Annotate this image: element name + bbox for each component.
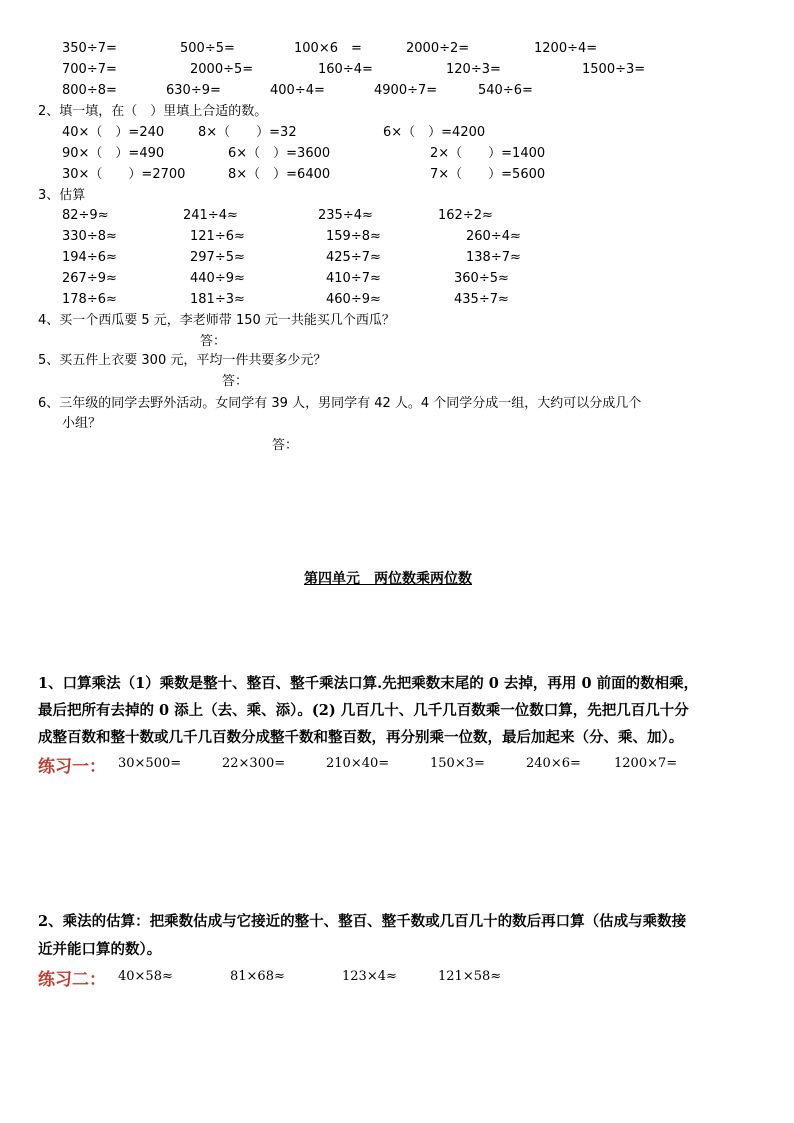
exercise-1-item: 22×300= — [222, 756, 286, 771]
q6-answer: 答： — [272, 438, 299, 453]
exercise-1-item: 1200×7= — [614, 756, 678, 771]
q6-text-line2: 小组？ — [62, 416, 102, 431]
s1-item: 540÷6= — [478, 83, 533, 98]
s2-item: 8×（ ）=32 — [198, 125, 297, 140]
s1-item: 800÷8= — [62, 83, 117, 98]
s1-item: 1500÷3= — [582, 62, 646, 77]
s3-item: 235÷4≈ — [318, 208, 373, 223]
s3-heading: 3、估算 — [38, 188, 86, 203]
s2-item: 90×（ ）=490 — [62, 146, 165, 161]
s3-item: 297÷5≈ — [190, 250, 245, 265]
s1-item: 120÷3= — [446, 62, 501, 77]
s3-item: 435÷7≈ — [454, 292, 509, 307]
s2-item: 6×（ ）=4200 — [383, 125, 486, 140]
s1-item: 630÷9= — [166, 83, 221, 98]
s3-item: 360÷5≈ — [454, 271, 509, 286]
unit4-p1-line1: 1、口算乘法（1）乘数是整十、整百、整千乘法口算.先把乘数末尾的 0 去掉，再用 0 前面的数相乘， — [38, 675, 699, 692]
s3-item: 425÷7≈ — [326, 250, 381, 265]
s2-item: 40×（ ）=240 — [62, 125, 165, 140]
unit4-p2-line1: 2、乘法的估算：把乘数估成与它接近的整十、整百、整千数或几百几十的数后再口算（估成与乘数接 — [38, 913, 687, 930]
s3-item: 178÷6≈ — [62, 292, 117, 307]
exercise-2-item: 123×4≈ — [342, 969, 397, 984]
exercise-2-item: 121×58≈ — [438, 969, 502, 984]
exercise-1-item: 150×3= — [430, 756, 485, 771]
unit4-p1-line3: 成整百数和整十数或几千几百数分成整千数和整百数，再分别乘一位数，最后加起来（分、乘、加）。 — [38, 729, 684, 746]
s3-item: 260÷4≈ — [466, 229, 521, 244]
q4-answer: 答： — [200, 334, 227, 349]
s1-item: 500÷5= — [180, 41, 235, 56]
s2-item: 8×（ ）=6400 — [228, 167, 331, 182]
s2-item: 30×（ ）=2700 — [62, 167, 186, 182]
s1-item: 160÷4= — [318, 62, 373, 77]
s3-item: 267÷9≈ — [62, 271, 117, 286]
s3-item: 138÷7≈ — [466, 250, 521, 265]
exercise-1-item: 240×6= — [526, 756, 581, 771]
s3-item: 460÷9≈ — [326, 292, 381, 307]
s3-item: 194÷6≈ — [62, 250, 117, 265]
q6-text-line1: 6、三年级的同学去野外活动。女同学有 39 人，男同学有 42 人。4 个同学分成一组，大约可以分成几个 — [38, 396, 642, 411]
unit-title: 第四单元 两位数乘两位数 — [304, 571, 472, 587]
s1-item: 2000÷5= — [190, 62, 254, 77]
unit4-p2-line2: 近并能口算的数）。 — [38, 941, 162, 958]
q5-answer: 答： — [222, 374, 249, 389]
s1-item: 4900÷7= — [374, 83, 438, 98]
exercise-2-item: 40×58≈ — [118, 969, 173, 984]
s3-item: 82÷9≈ — [62, 208, 109, 223]
s1-item: 100×6 = — [294, 41, 362, 56]
s1-item: 1200÷4= — [534, 41, 598, 56]
exercise-1-item: 30×500= — [118, 756, 182, 771]
unit4-p1-line2: 最后把所有去掉的 0 添上（去、乘、添）。(2) 几百几十、几千几百数乘一位数口算，先把几百几十分 — [38, 702, 689, 719]
s2-item: 7×（ ）=5600 — [430, 167, 546, 182]
s3-item: 121÷6≈ — [190, 229, 245, 244]
s2-item: 6×（ ）=3600 — [228, 146, 331, 161]
s1-item: 700÷7= — [62, 62, 117, 77]
exercise-2-label: 练习二： — [38, 970, 106, 990]
exercise-2-item: 81×68≈ — [230, 969, 285, 984]
s3-item: 330÷8≈ — [62, 229, 117, 244]
s1-item: 400÷4= — [270, 83, 325, 98]
s1-item: 350÷7= — [62, 41, 117, 56]
exercise-1-item: 210×40= — [326, 756, 390, 771]
s3-item: 159÷8≈ — [326, 229, 381, 244]
s3-item: 241÷4≈ — [183, 208, 238, 223]
s3-item: 410÷7≈ — [326, 271, 381, 286]
s3-item: 181÷3≈ — [190, 292, 245, 307]
s3-item: 162÷2≈ — [438, 208, 493, 223]
s3-item: 440÷9≈ — [190, 271, 245, 286]
q4-text: 4、买一个西瓜要 5 元，李老师带 150 元一共能买几个西瓜？ — [38, 313, 395, 328]
exercise-1-label: 练习一： — [38, 757, 106, 777]
s2-heading: 2、填一填，在（ ）里填上合适的数。 — [38, 104, 268, 119]
s2-item: 2×（ ）=1400 — [430, 146, 546, 161]
q5-text: 5、买五件上衣要 300 元，平均一件共要多少元？ — [38, 353, 327, 368]
s1-item: 2000÷2= — [406, 41, 470, 56]
